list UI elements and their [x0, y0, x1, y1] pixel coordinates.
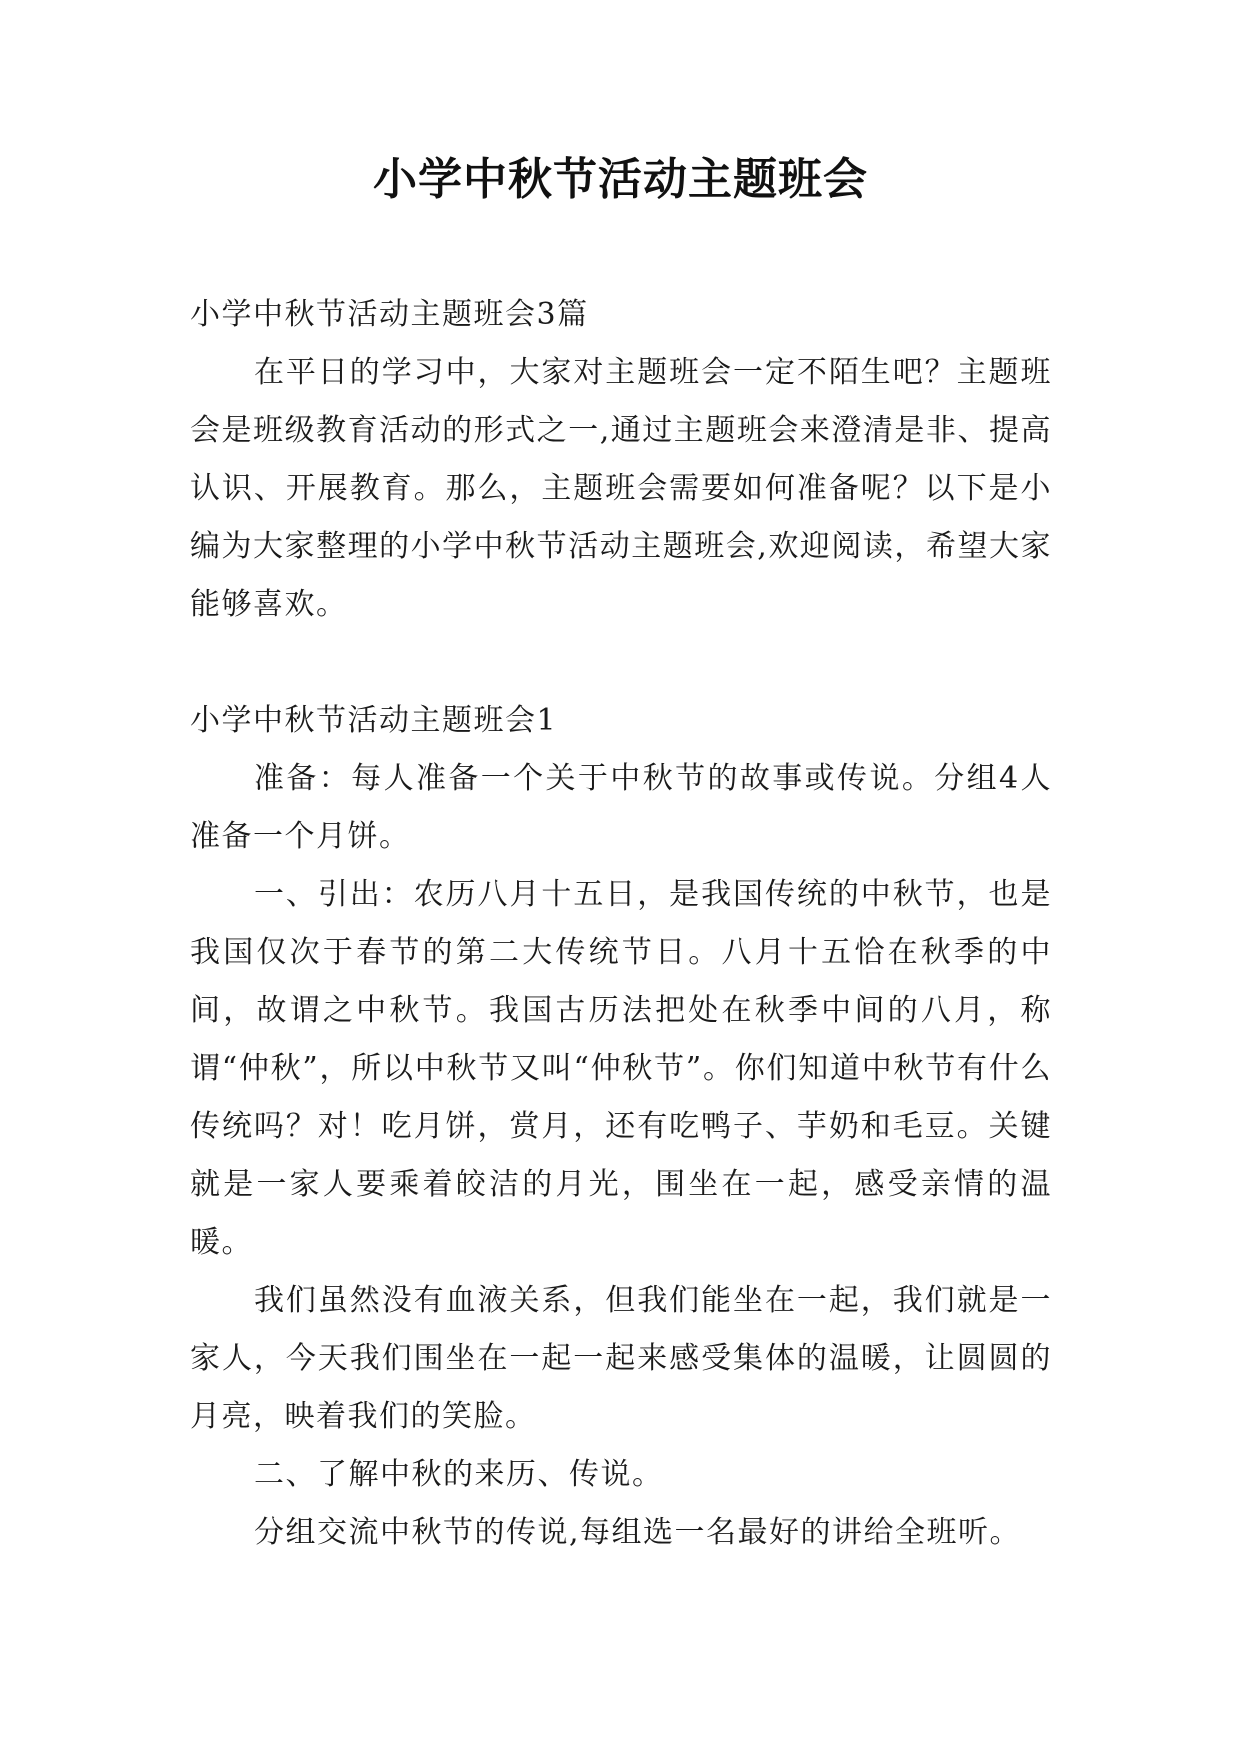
document-body	[190, 286, 1052, 1562]
body-paragraph: 准备：每人准备一个关于中秋节的故事或传说。分组4人准备一个月饼。	[190, 761, 1052, 854]
body-paragraph: 分组交流中秋节的传说,每组选一名最好的讲给全班听。	[254, 1515, 1022, 1550]
document-title: 小学中秋节活动主题班会	[373, 154, 868, 205]
collection-heading: 小学中秋节活动主题班会3篇	[190, 297, 589, 332]
section-spacer	[190, 634, 1052, 692]
section-heading: 小学中秋节活动主题班会1	[190, 703, 558, 738]
body-paragraph: 二、了解中秋的来历、传说。	[254, 1457, 664, 1492]
body-paragraph: 一、引出：农历八月十五日，是我国传统的中秋节，也是我国仅次于春节的第二大传统节日。八月十五恰在秋季的中间，故谓之中秋节。我国古历法把处在秋季中间的八月，称谓“仲秋”，所以中秋节又叫“仲秋节”。你们知道中秋节有什么传统吗？对！吃月饼，赏月，还有吃鸭子、芋奶和毛豆。关键就是一家人要乘着皎洁的月光，围坐在一起，感受亲情的温暖。	[190, 877, 1052, 1260]
intro-paragraph: 在平日的学习中，大家对主题班会一定不陌生吧？主题班会是班级教育活动的形式之一,通过主题班会来澄清是非、提高认识、开展教育。那么，主题班会需要如何准备呢？以下是小编为大家整理的小学中秋节活动主题班会,欢迎阅读，希望大家能够喜欢。	[190, 355, 1052, 622]
body-paragraph: 我们虽然没有血液关系，但我们能坐在一起，我们就是一家人，今天我们围坐在一起一起来感受集体的温暖，让圆圆的月亮，映着我们的笑脸。	[190, 1283, 1052, 1434]
